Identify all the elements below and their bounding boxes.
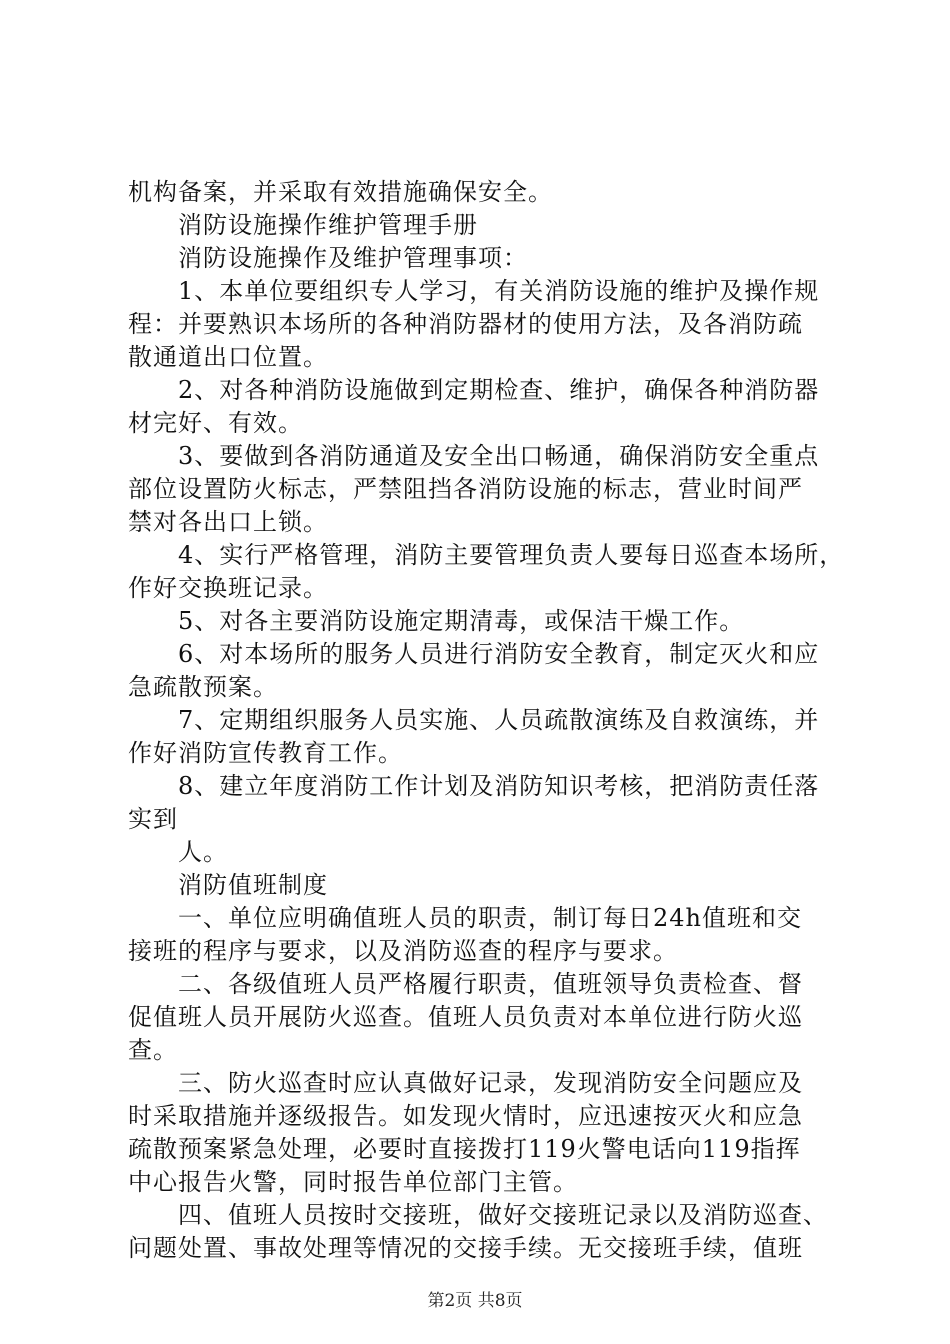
text-line: 程：并要熟识本场所的各种消防器材的使用方法，及各消防疏 [128, 310, 803, 338]
text-line: 实到 [128, 805, 178, 833]
list-item: 8、建立年度消防工作计划及消防知识考核，把消防责任落 [178, 772, 820, 800]
list-item: 6、对本场所的服务人员进行消防安全教育，制定灭火和应 [178, 640, 820, 668]
list-item: 3、要做到各消防通道及安全出口畅通，确保消防安全重点 [178, 442, 820, 470]
text-line: 问题处置、事故处理等情况的交接手续。无交接班手续，值班 [128, 1234, 803, 1262]
text-line: 机构备案，并采取有效措施确保安全。 [128, 178, 553, 206]
text-line: 疏散预案紧急处理，必要时直接拨打119火警电话向119指挥 [128, 1135, 801, 1163]
text-line: 散通道出口位置。 [128, 343, 328, 371]
list-item: 二、各级值班人员严格履行职责，值班领导负责检查、督 [178, 970, 803, 998]
list-item: 1、本单位要组织专人学习，有关消防设施的维护及操作规 [178, 277, 820, 305]
text-line: 中心报告火警，同时报告单位部门主管。 [128, 1168, 578, 1196]
text-line: 接班的程序与要求，以及消防巡查的程序与要求。 [128, 937, 678, 965]
text-line: 作好交换班记录。 [128, 574, 328, 602]
list-item: 2、对各种消防设施做到定期检查、维护，确保各种消防器 [178, 376, 820, 404]
text-line: 急疏散预案。 [128, 673, 278, 701]
text-line: 人。 [178, 838, 228, 866]
text-line: 部位设置防火标志，严禁阻挡各消防设施的标志，营业时间严 [128, 475, 803, 503]
text-line: 查。 [128, 1036, 178, 1064]
list-item: 7、定期组织服务人员实施、人员疏散演练及自救演练，并 [178, 706, 820, 734]
list-item: 四、值班人员按时交接班，做好交接班记录以及消防巡查、 [178, 1201, 828, 1229]
text-line: 材完好、有效。 [128, 409, 303, 437]
text-line: 作好消防宣传教育工作。 [128, 739, 403, 767]
section-heading: 消防值班制度 [178, 871, 328, 899]
text-line: 消防设施操作及维护管理事项： [178, 244, 528, 272]
text-line: 促值班人员开展防火巡查。值班人员负责对本单位进行防火巡 [128, 1003, 803, 1031]
list-item: 5、对各主要消防设施定期清毒，或保洁干燥工作。 [178, 607, 745, 635]
list-item: 一、单位应明确值班人员的职责，制订每日24h值班和交 [178, 904, 802, 932]
text-line: 禁对各出口上锁。 [128, 508, 328, 536]
section-heading: 消防设施操作维护管理手册 [178, 211, 478, 239]
list-item: 4、实行严格管理，消防主要管理负责人要每日巡查本场所， [178, 541, 845, 569]
text-line: 时采取措施并逐级报告。如发现火情时，应迅速按灭火和应急 [128, 1102, 803, 1130]
list-item: 三、防火巡查时应认真做好记录，发现消防安全问题应及 [178, 1069, 803, 1097]
page-number: 第2页 共8页 [427, 1291, 523, 1311]
